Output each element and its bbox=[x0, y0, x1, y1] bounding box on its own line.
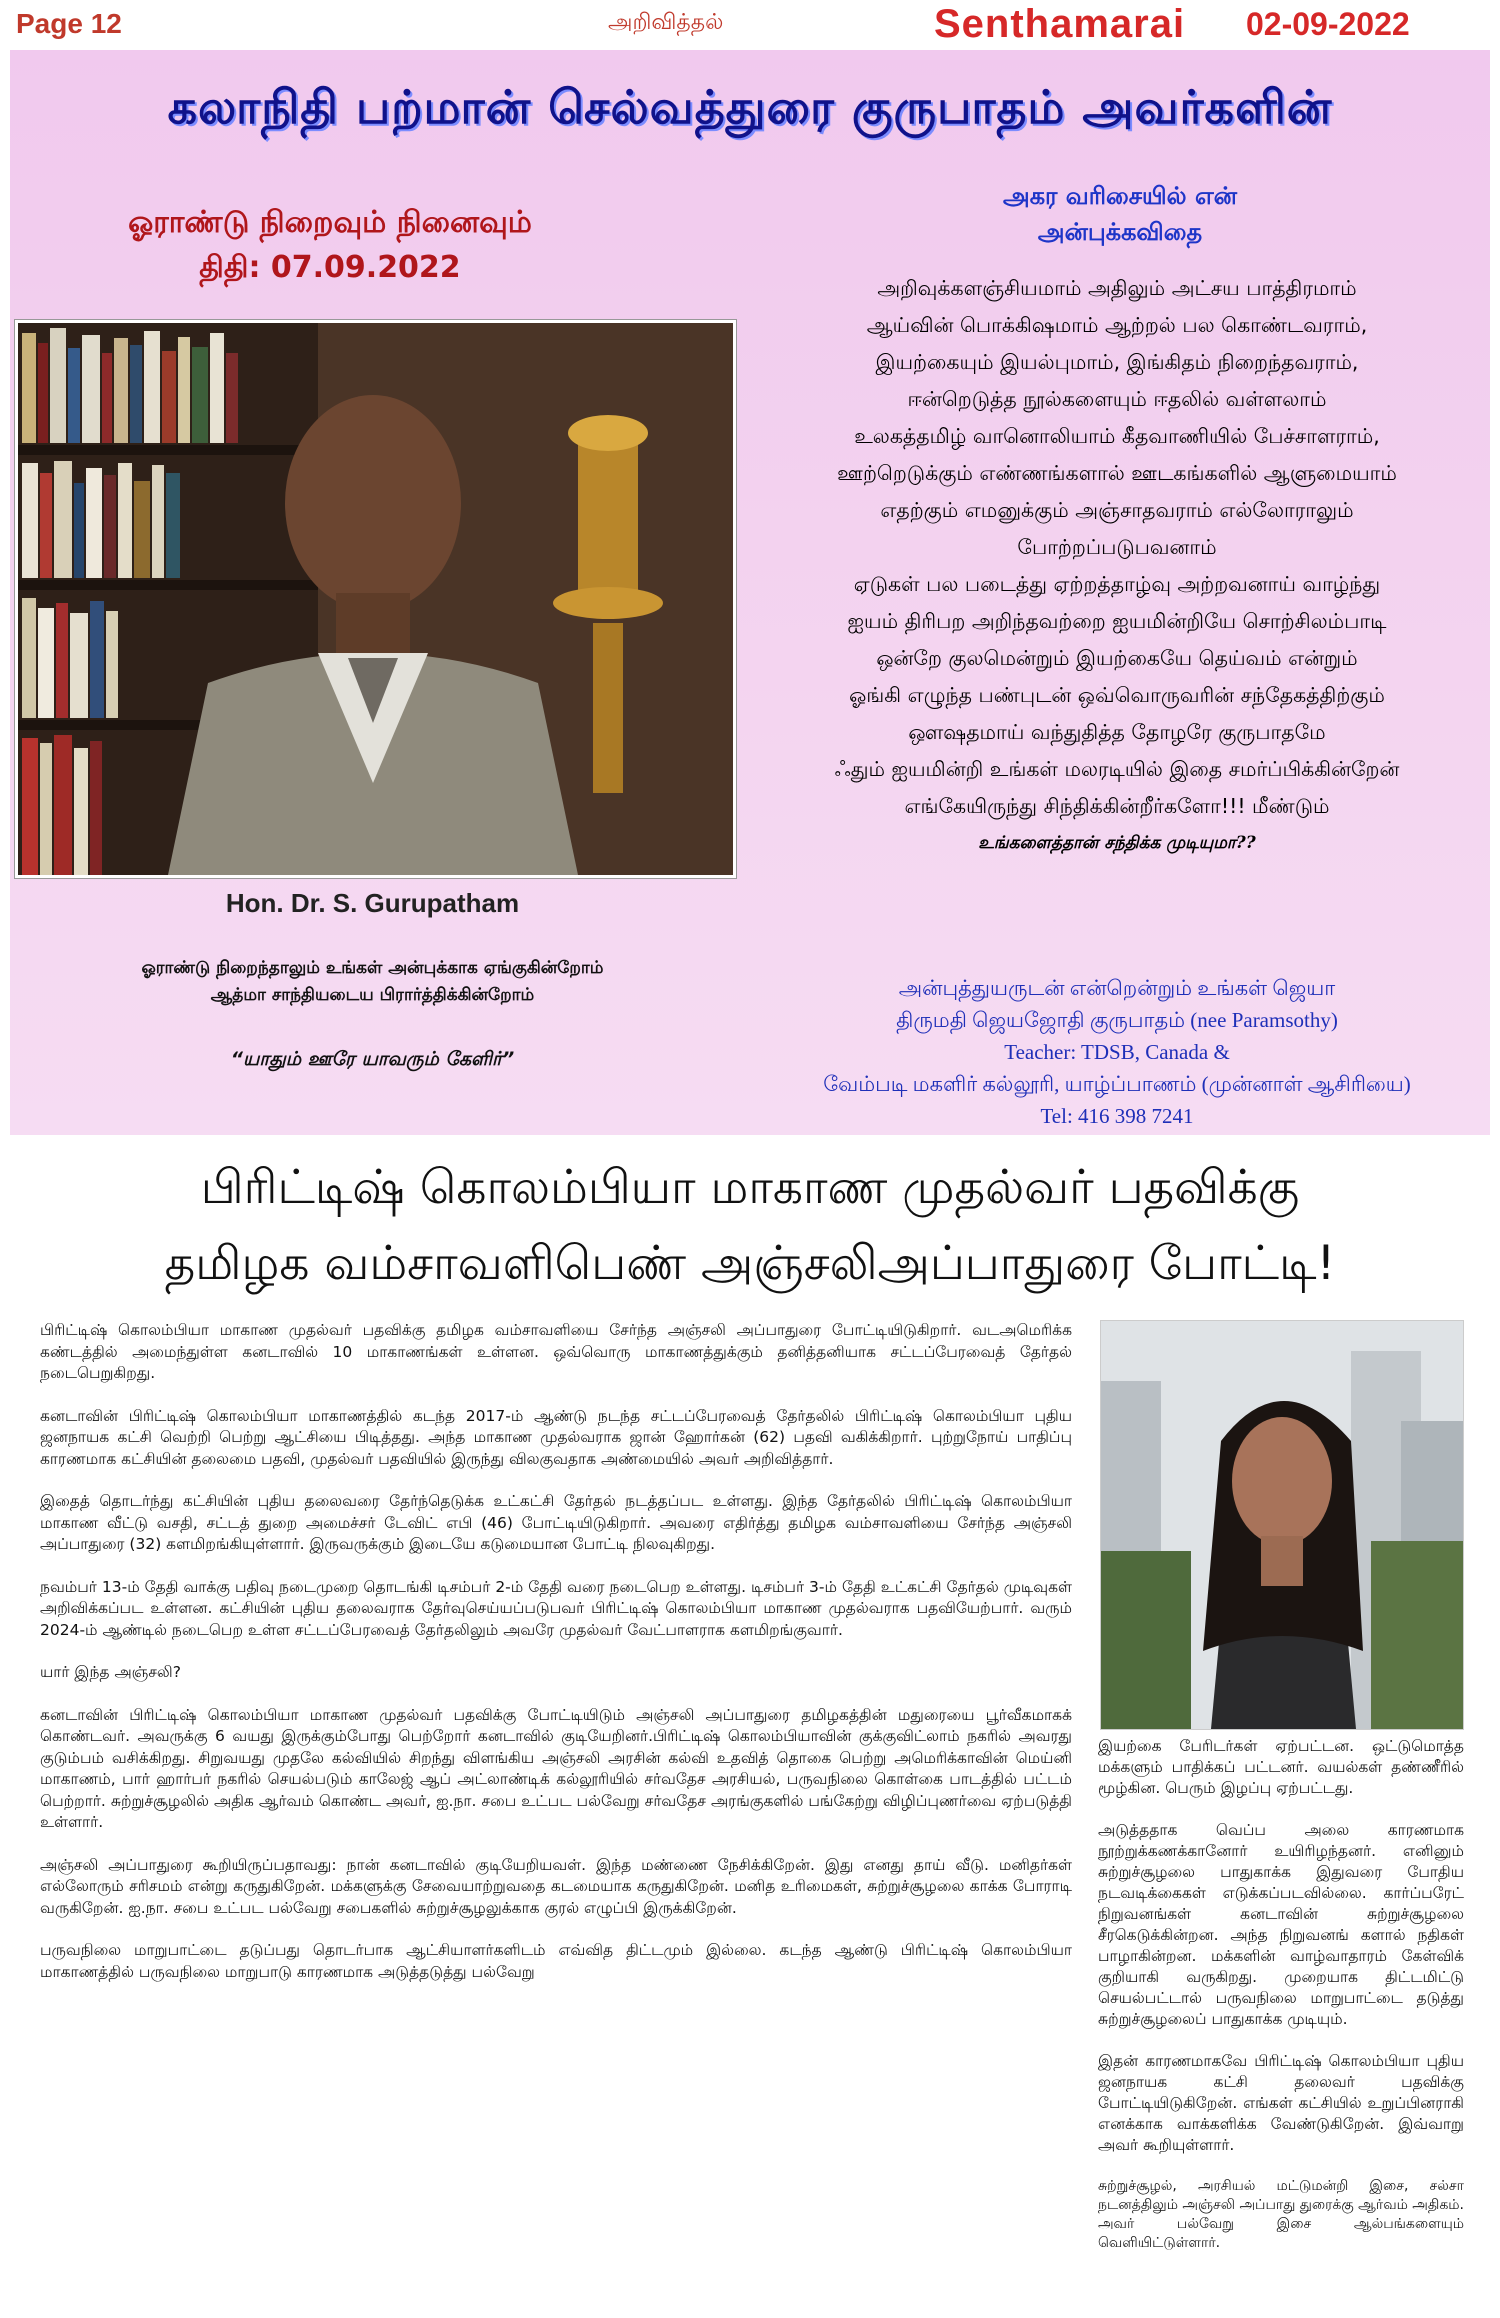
thithi-date: திதி: 07.09.2022 bbox=[199, 250, 461, 285]
poem-line: உலகத்தமிழ் வானொலியாம் கீதவாணியில் பேச்சாளராம், bbox=[854, 424, 1380, 448]
side-paragraph: அடுத்ததாக வெப்ப அலை காரணமாக நூற்றுக்கணக்கானோர் உயிரிழந்தனர். எனினும் சுற்றுச்சூழலை பாதுகாக்க இதுவரை போதிய நடவடிக்கைகள் எடுக்கப்படவில்லை. கார்ப்பரேட் நிறுவனங்கள் கனடாவின் சுற்றுச்சூழலை சீரகெடுக்கின்றன. அந்த நிறுவனங் களால் நதிகள் பாழாகின்றன. மக்களின் வாழ்வாதாரம் கேள்விக் குறியாகி வருகிறது. முறையாக திட்டமிட்டு செயல்பட்டால் பருவநிலை மாறுபாட்டை தடுத்து சுற்றுச்சூழலைப் பாதுகாக்க முடியும். bbox=[1098, 1821, 1464, 2028]
poem-line: ஈன்றெடுத்த நூல்களையும் ஈதலில் வள்ளலாம் bbox=[907, 387, 1327, 411]
section-label: அறிவித்தல் bbox=[608, 10, 724, 35]
poem-line: ஔஷதமாய் வந்துதித்த தோழரே குருபாதமே bbox=[908, 720, 1326, 744]
poem-line: ஏடுகள் பல படைத்து ஏற்றத்தாழ்வு அற்றவனாய் வாழ்ந்து bbox=[853, 572, 1381, 596]
newspaper-name: Senthamarai bbox=[934, 2, 1186, 46]
notice-title: கலாநிதி பற்மான் செல்வத்துரை குருபாதம் அவர்களின் bbox=[167, 80, 1333, 134]
poem-line: அறிவுக்களஞ்சியமாம் அதிலும் அட்சய பாத்திரமாம் bbox=[877, 276, 1357, 300]
side-paragraph: இதன் காரணமாகவே பிரிட்டிஷ் கொலம்பியா புதிய ஜனநாயக கட்சி தலைவர் பதவிக்கு போட்டியிடுகிறேன். எங்கள் கட்சியில் உறுப்பினராகி எனக்காக வாக்களிக்க வேண்டுகிறேன். இவ்வாறு அவர் கூறியுள்ளார். bbox=[1098, 2052, 1464, 2154]
poem-line: ஓங்கி எழுந்த பண்புடன் ஒவ்வொருவரின் சந்தேகத்திற்கும் bbox=[849, 683, 1385, 707]
poem-line: ஃதும் ஐயமின்றி உங்கள் மலரடியில் இதை சமர்ப்பிக்கின்றேன் bbox=[834, 757, 1400, 781]
signature-line: திருமதி ஜெயஜோதி குருபாதம் (nee Paramsothy) bbox=[896, 1008, 1338, 1032]
article-headline bbox=[0, 1150, 1500, 1302]
side-paragraph: சுற்றுச்சூழல், அரசியல் மட்டுமன்றி இசை, சல்சா நடனத்திலும் அஞ்சலி அப்பாது துரைக்கு ஆர்வம் அதிகம். அவர் பல்வேறு இசை ஆல்பங்களையும் வெளியிட்டுள்ளார். bbox=[1098, 2178, 1465, 2251]
yearning-text bbox=[10, 955, 735, 1009]
article-paragraph: பிரிட்டிஷ் கொலம்பியா மாகாண முதல்வர் பதவிக்கு தமிழக வம்சாவளியை சேர்ந்த அஞ்சலி அப்பாதுரை போட்டியிடுகிறார். வடஅமெரிக்க கண்டத்தில் அமைந்துள்ள கனடாவில் 10 மாகாணங்கள் உள்ளன. ஒவ்வொரு மாகாணத்துக்கும் தனித்தனியாக சட்டப்பேரவைத் தேர்தல் நடைபெறுகிறது. bbox=[40, 1321, 1072, 1382]
poem-line: எதற்கும் எமனுக்கும் அஞ்சாதவராம் எல்லோராலும் bbox=[880, 498, 1354, 522]
yearning-line: ஓராண்டு நிறைந்தாலும் உங்கள் அன்புக்காக ஏங்குகின்றோம் bbox=[141, 958, 604, 978]
article-paragraph: கனடாவின் பிரிட்டிஷ் கொலம்பியா மாகாண முதல்வர் பதவிக்கு போட்டியிடும் அஞ்சலி அப்பாதுரை தமிழகத்தின் மதுரையை பூர்வீகமாகக் கொண்டவர். அவருக்கு 6 வயது இருக்கும்போது பெற்றோர் கனடாவில் குடியேறினர்.பிரிட்டிஷ் கொலம்பியாவின் குக்குவிட்லாம் நகரில் அவரது குடும்பம் வசிக்கிறது. சிறுவயது முதலே கல்வியில் சிறந்து விளங்கிய அஞ்சலி அரசின் கல்வி உதவித் தொகை பெற்று அமெரிக்காவின் மெய்னி மாகாணம், பார் ஹார்பர் நகரில் செயல்படும் காலேஜ் ஆப் அட்லாண்டிக் கல்லூரியில் சர்வதேச அரசியல், பருவநிலை கொள்கை பாடத்தில் பட்டம் பெற்றார். சுற்றுச்சூழலில் அதிக ஆர்வம் கொண்ட அவர், ஐ.நா. சபை உட்பட பல்வேறு சர்வதேச அரங்குகளில் பங்கேற்று விழிப்புணர்வை ஏற்படுத்தி உள்ளார். bbox=[40, 1705, 1072, 1831]
article-paragraph: இதைத் தொடர்ந்து கட்சியின் புதிய தலைவரை தேர்ந்தெடுக்க உட்கட்சி தேர்தல் நடத்தப்பட உள்ளது. இந்த தேர்தலில் பிரிட்டிஷ் கொலம்பியா மாகாண வீட்டு வசதி, சட்டத் துறை அமைச்சர் டேவிட் எபி (46) போட்டியிடுகிறார். அவரை எதிர்த்து தமிழக வம்சாவளியை சேர்ந்த அஞ்சலி அப்பாதுரை (32) களமிறங்கியுள்ளார். இருவருக்கும் இடையே கடுமையான போட்டி நிலவுகிறது. bbox=[40, 1492, 1072, 1553]
acrostic-poem bbox=[732, 270, 1500, 862]
poem-line: ஊற்றெடுக்கும் எண்ணங்களால் ஊடகங்களில் ஆளுமையாம் bbox=[837, 461, 1397, 485]
yearning-line: ஆத்மா சாந்தியடைய பிரார்த்திக்கின்றோம் bbox=[210, 985, 535, 1005]
portrait-photo bbox=[15, 320, 736, 878]
poem-line: எங்கேயிருந்து சிந்திக்கின்றீர்களோ!!! மீண்டும் bbox=[904, 794, 1330, 818]
article-paragraph: அஞ்சலி அப்பாதுரை கூறியிருப்பதாவது: நான் கனடாவில் குடியேறியவள். இந்த மண்ணை நேசிக்கிறேன். இது எனது தாய் வீடு. மனிதர்கள் எல்லோரும் சரிசமம் என்று கருதுகிறேன். மக்களுக்கு சேவையாற்றுவதை கடமையாக கருதுகிறேன். மனித உரிமைகள், சுற்றுச்சூழலை காக்க போராடி வருகிறேன். ஐ.நா. சபை உட்பட பல்வேறு சபைகளில் சுற்றுச்சூழலுக்காக குரல் எழுப்பி இருக்கிறேன். bbox=[40, 1855, 1072, 1917]
issue-date: 02-09-2022 bbox=[1246, 6, 1410, 42]
poem-line: ஐயம் திரிபற அறிந்தவற்றை ஐயமின்றியே சொற்சிலம்பாடி bbox=[847, 609, 1387, 633]
remembrance-line: ஓராண்டு நிறைவும் நினைவும் bbox=[128, 205, 532, 240]
motto: “யாதும் ஊரே யாவரும் கேளிர்” bbox=[230, 1048, 515, 1070]
poem-closing-line: உங்களைத்தான் சந்திக்க முடியுமா?? bbox=[978, 833, 1256, 853]
article-paragraph: பருவநிலை மாறுபாட்டை தடுப்பது தொடர்பாக ஆட்சியாளர்களிடம் எவ்வித திட்டமும் இல்லை. கடந்த ஆண்டு பிரிட்டிஷ் கொலம்பியா மாகாணத்தில் பருவநிலை மாறுபாடு காரணமாக அடுத்தடுத்து பல்வேறு bbox=[40, 1941, 1072, 1981]
page-number: Page 12 bbox=[16, 8, 122, 39]
remembrance-notice bbox=[10, 50, 1490, 1135]
acrostic-heading bbox=[870, 178, 1370, 250]
poem-line: ஒன்றே குலமென்றும் இயற்கையே தெய்வம் என்றும் bbox=[876, 646, 1358, 670]
signature-block bbox=[732, 972, 1500, 1132]
portrait-caption: Hon. Dr. S. Gurupatham bbox=[225, 888, 520, 918]
article-side-column bbox=[1098, 1736, 1464, 2274]
poem-line: போற்றப்படுபவனாம் bbox=[1017, 535, 1217, 559]
page-header bbox=[0, 0, 1500, 50]
signature-line: அன்புத்துயருடன் என்றென்றும் உங்கள் ஜெயா bbox=[898, 976, 1336, 1000]
side-paragraph: இயற்கை பேரிடர்கள் ஏற்பட்டன. ஒட்டுமொத்த மக்களும் பாதிக்கப் பட்டனர். வயல்கள் தண்ணீரில் மூழ்கின. பெரும் இழப்பு ஏற்பட்டது. bbox=[1098, 1737, 1464, 1797]
acrostic-heading-line: அன்புக்கவிதை bbox=[1037, 218, 1203, 246]
poem-line: ஆய்வின் பொக்கிஷமாம் ஆற்றல் பல கொண்டவராம், bbox=[866, 313, 1368, 337]
article-subheading: யார் இந்த அஞ்சலி? bbox=[40, 1663, 181, 1681]
signature-line: வேம்படி மகளிர் கல்லூரி, யாழ்ப்பாணம் (முன்னாள் ஆசிரியை) bbox=[823, 1072, 1411, 1096]
headline-line: தமிழக வம்சாவளிபெண் அஞ்சலிஅப்பாதுரை போட்டி! bbox=[164, 1236, 1336, 1291]
article-body bbox=[40, 1320, 1072, 2004]
signature-line: Teacher: TDSB, Canada & bbox=[1004, 1040, 1230, 1064]
headline-line: பிரிட்டிஷ் கொலம்பியா மாகாண முதல்வர் பதவிக்கு bbox=[200, 1160, 1300, 1215]
poem-line: இயற்கையும் இயல்புமாம், இங்கிதம் நிறைந்தவராம், bbox=[875, 350, 1359, 374]
signature-phone: Tel: 416 398 7241 bbox=[1040, 1104, 1194, 1128]
anjali-photo bbox=[1100, 1320, 1464, 1730]
article-paragraph: கனடாவின் பிரிட்டிஷ் கொலம்பியா மாகாணத்தில் கடந்த 2017-ம் ஆண்டு நடந்த சட்டப்பேரவைத் தேர்தலில் பிரிட்டிஷ் கொலம்பியா புதிய ஜனநாயக கட்சி வெற்றி பெற்று ஆட்சியை பிடித்தது. அந்த மாகாண முதல்வராக ஜான் ஹோர்கன் (62) பதவி வகிக்கிறார். புற்றுநோய் பாதிப்பு காரணமாக கட்சியின் தலைமை பதவி, முதல்வர் பதவியில் இருந்து விலகுவதாக அண்மையில் அவர் அறிவித்தார். bbox=[40, 1406, 1072, 1468]
acrostic-heading-line: அகர வரிசையில் என் bbox=[1003, 182, 1237, 210]
article-paragraph: நவம்பர் 13-ம் தேதி வாக்கு பதிவு நடைமுறை தொடங்கி டிசம்பர் 2-ம் தேதி வரை நடைபெற உள்ளது. டிசம்பர் 3-ம் தேதி உட்கட்சி தேர்தல் முடிவுகள் அறிவிக்கப்பட உள்ளன. கட்சியின் புதிய தலைவராக தேர்வுசெய்யப்படுபவர் பிரிட்டிஷ் கொலம்பியா மாகாண முதல்வராக பதவியேற்பார். வரும் 2024-ம் ஆண்டில் நடைபெற உள்ள சட்டப்பேரவைத் தேர்தலிலும் அவரே முதல்வர் வேட்பாளராக களமிறங்குவார். bbox=[40, 1577, 1073, 1639]
